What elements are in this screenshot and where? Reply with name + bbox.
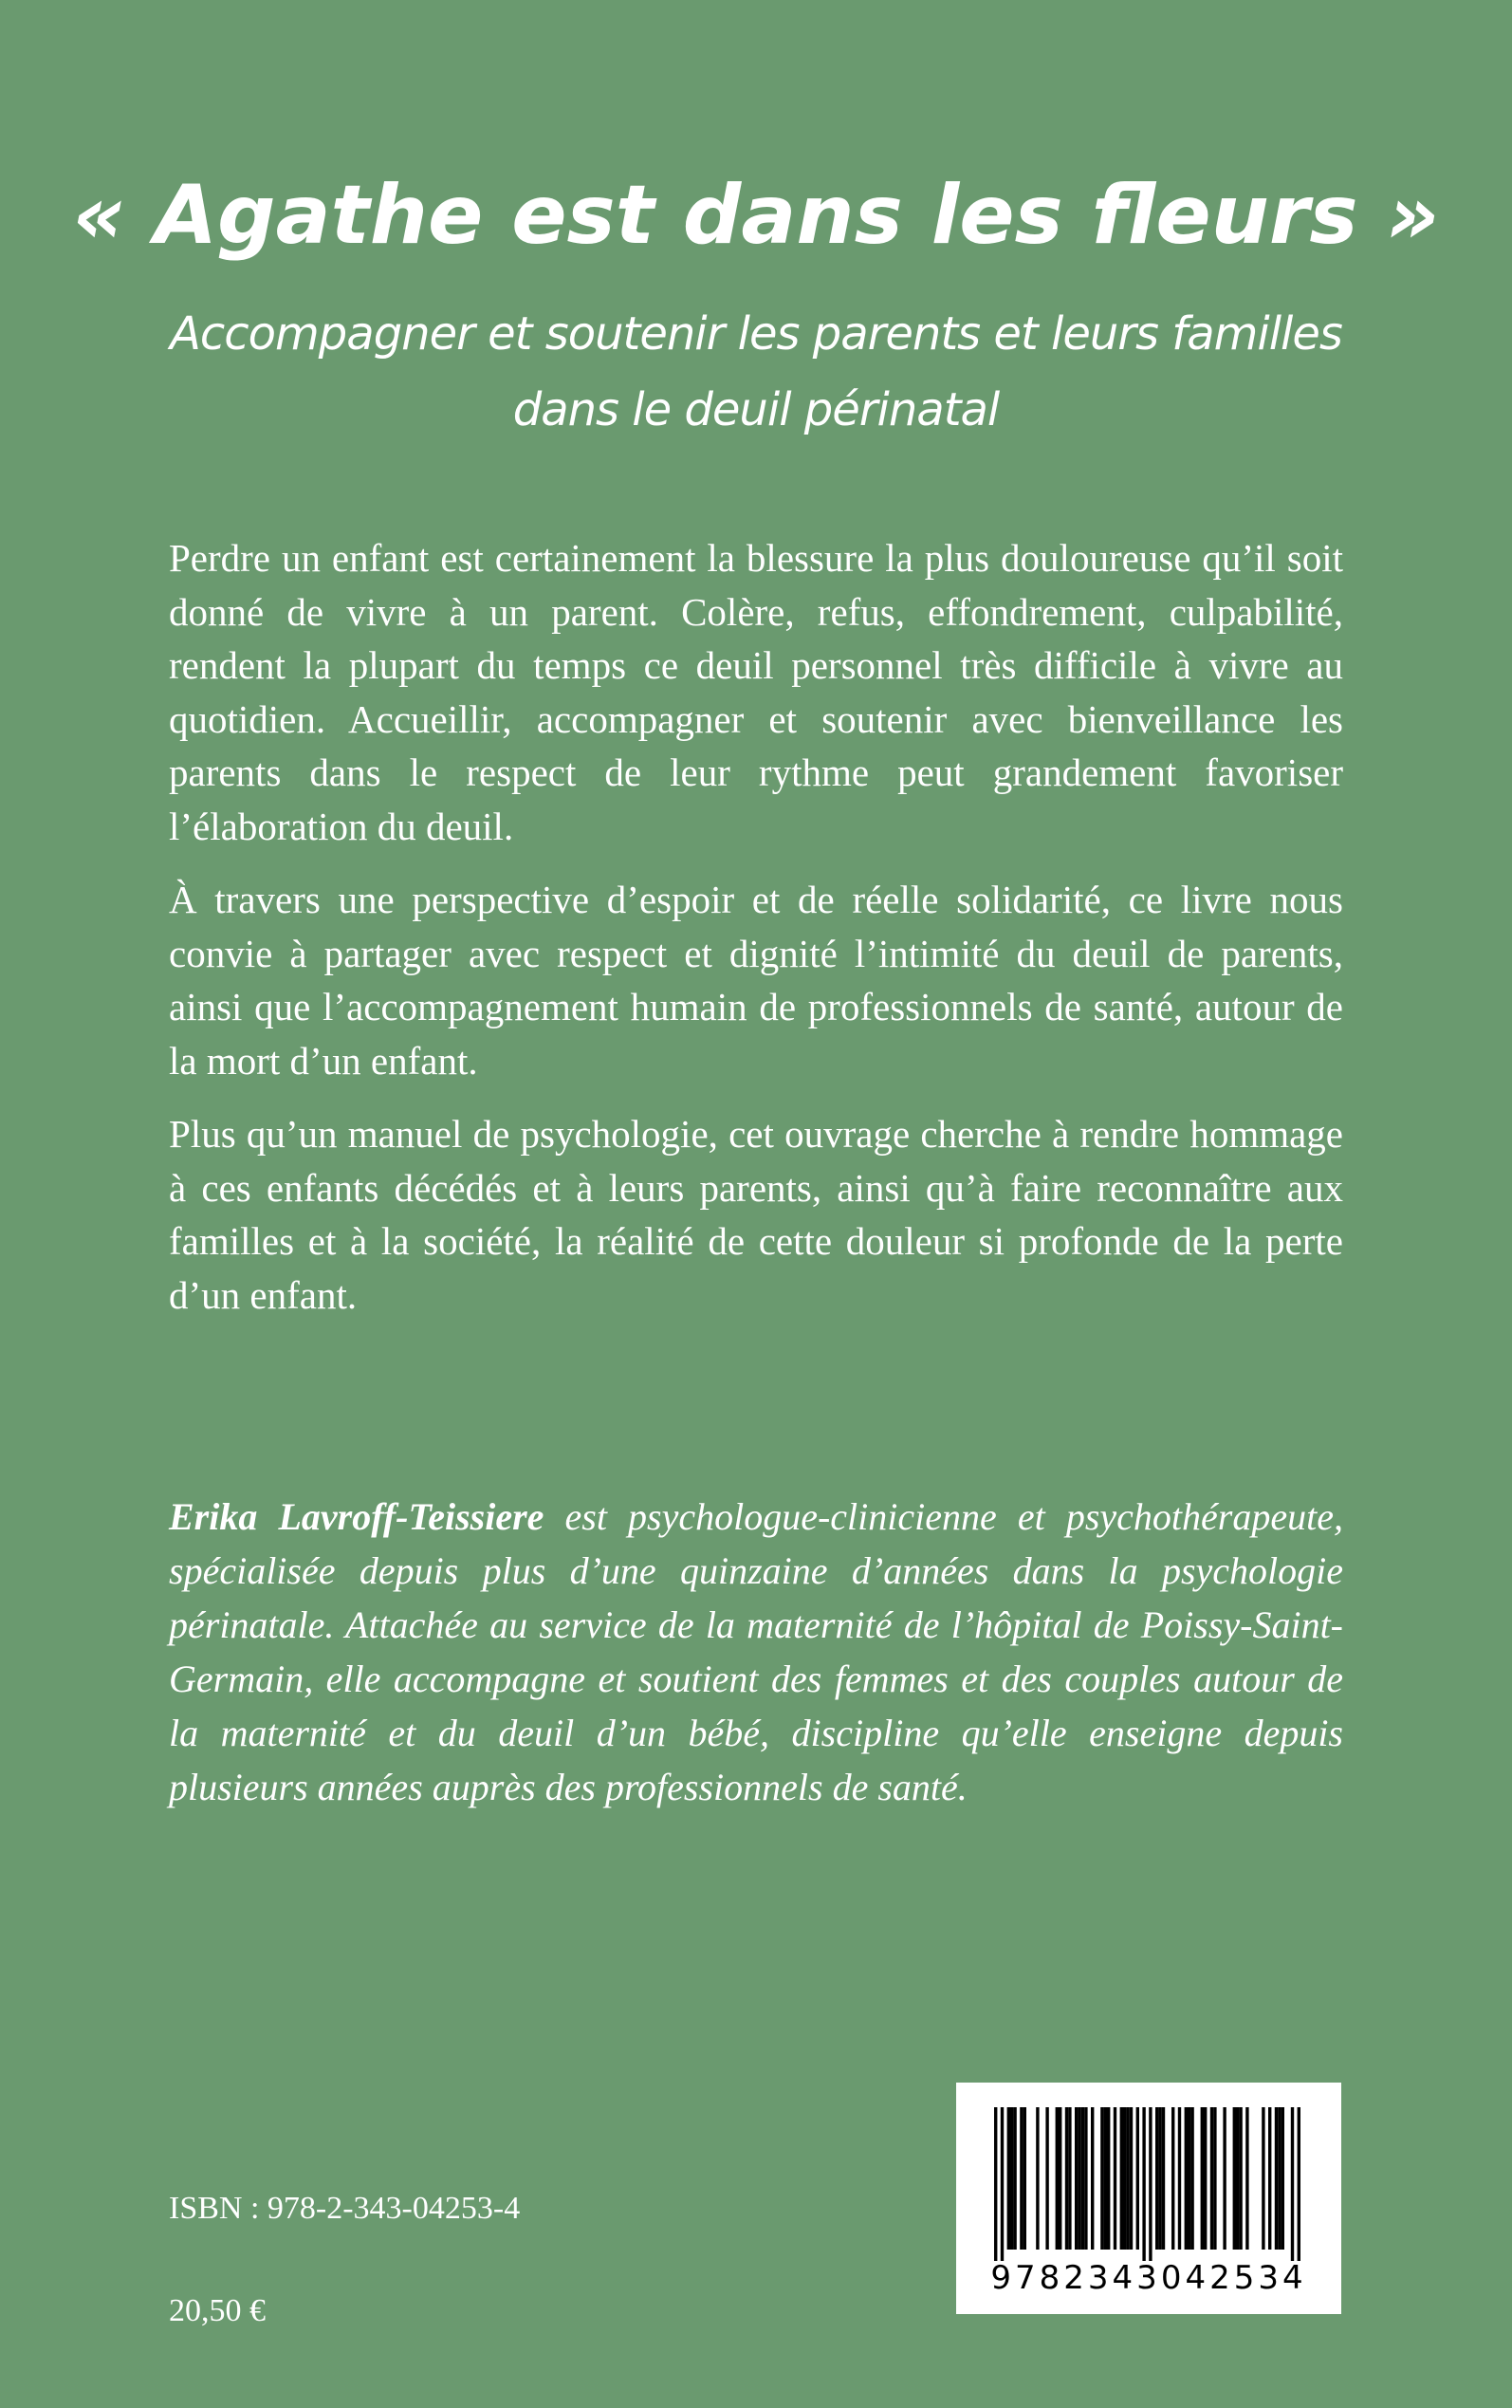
barcode-bar xyxy=(1171,2107,1174,2250)
barcode-bar xyxy=(1126,2107,1129,2250)
barcode-bar xyxy=(1239,2107,1242,2250)
barcode-bar xyxy=(1045,2107,1048,2250)
barcode-bar xyxy=(1275,2107,1278,2250)
summary-text xyxy=(169,531,1343,1342)
barcode-digits: 9782343042534 xyxy=(990,2259,1307,2297)
barcode-bar xyxy=(1078,2107,1080,2250)
barcode-bar xyxy=(1188,2107,1190,2250)
author-bio-text: est psychologue-clinicienne et psychothérapeute, spécialisée depuis plus d’une quinzaine d’années dans la psychologie périnatale. Attachée au service de la maternité de l’hôpital de Poissy-Saint-Germain, elle accompagne et soutient des femmes et des couples autour de la maternité et du deuil d’un bébé, discipline qu’elle enseigne depuis plusieurs années auprès des professionnels de santé. xyxy=(169,1495,1343,1808)
barcode-bar xyxy=(1282,2107,1284,2250)
barcode-bar xyxy=(1007,2107,1010,2250)
author-name: Erika Lavroff-Teissiere xyxy=(169,1495,544,1538)
barcode-bar xyxy=(1104,2107,1107,2250)
barcode-bar xyxy=(1233,2107,1236,2250)
book-subtitle xyxy=(142,296,1370,448)
barcode-bar xyxy=(1245,2107,1248,2250)
summary-paragraph-1: Perdre un enfant est certainement la blessure la plus douloureuse qu’il soit donné de vivre à un parent. Colère, refus, effondrement, culpabilité, rendent la plupart du temps ce deuil personnel très difficile à vivre au quotidien. Accueillir, accompagner et soutenir avec bienveillance les parents dans le respect de leur rythme peut grandement favoriser l’élaboration du deuil. xyxy=(169,536,1343,848)
barcode-bar xyxy=(1091,2107,1094,2250)
summary-paragraph-2: À travers une perspective d’espoir et de réelle solidarité, ce livre nous convie à partager avec respect et dignité l’intimité du deuil de parents, ainsi que l’accompagnement humain de professionnels de santé, autour de la mort d’un enfant. xyxy=(169,878,1343,1083)
barcode-bar xyxy=(1107,2107,1110,2250)
barcode-bar xyxy=(1298,2107,1300,2261)
barcode-bar xyxy=(1065,2107,1068,2250)
barcode-bar xyxy=(1278,2107,1281,2250)
barcode-bar xyxy=(1036,2107,1039,2250)
barcode xyxy=(956,2083,1341,2314)
barcode-bar xyxy=(1268,2107,1271,2250)
barcode-bar xyxy=(1010,2107,1013,2250)
subtitle-line-2: dans le deuil périnatal xyxy=(512,383,1000,436)
barcode-bar xyxy=(1020,2107,1023,2250)
barcode-bar xyxy=(1001,2107,1004,2261)
barcode-bar xyxy=(1162,2107,1165,2250)
isbn-label: ISBN : 978-2-343-04253-4 xyxy=(169,2191,521,2226)
barcode-bar xyxy=(1114,2107,1116,2250)
barcode-bar xyxy=(1130,2107,1133,2250)
barcode-bar xyxy=(994,2107,997,2261)
barcode-bar xyxy=(1210,2107,1213,2250)
barcode-bar xyxy=(1223,2107,1226,2250)
barcode-bars xyxy=(956,2083,1341,2263)
barcode-bar xyxy=(1185,2107,1188,2250)
barcode-bar xyxy=(1213,2107,1216,2250)
subtitle-line-1: Accompagner et soutenir les parents et leurs familles xyxy=(170,307,1342,361)
barcode-bar xyxy=(1023,2107,1026,2250)
barcode-bar xyxy=(1100,2107,1103,2250)
barcode-bar xyxy=(1190,2107,1193,2250)
barcode-bar xyxy=(1081,2107,1084,2250)
barcode-bar xyxy=(1142,2107,1145,2261)
barcode-bar xyxy=(1068,2107,1071,2250)
barcode-bar xyxy=(1056,2107,1059,2250)
summary-paragraph-3: Plus qu’un manuel de psychologie, cet ouvrage cherche à rendre hommage à ces enfants décédés et à leurs parents, ainsi qu’à faire reconnaître aux familles et à la société, la réalité de cette douleur si profonde de la perte d’un enfant. xyxy=(169,1112,1343,1317)
barcode-bar xyxy=(1155,2107,1158,2250)
barcode-bar xyxy=(1178,2107,1181,2250)
barcode-bar xyxy=(1291,2107,1294,2261)
book-title: « Agathe est dans les fleurs » xyxy=(72,168,1440,263)
barcode-bar xyxy=(1013,2107,1016,2250)
barcode-bar xyxy=(1158,2107,1161,2250)
barcode-bar xyxy=(1120,2107,1123,2250)
barcode-bar xyxy=(1059,2107,1061,2250)
barcode-bar xyxy=(1262,2107,1264,2250)
price-label: 20,50 € xyxy=(169,2293,266,2328)
barcode-bar xyxy=(1149,2107,1152,2261)
barcode-bar xyxy=(1204,2107,1207,2250)
barcode-bar xyxy=(1084,2107,1087,2250)
barcode-bar xyxy=(1236,2107,1239,2250)
barcode-bar xyxy=(1075,2107,1078,2250)
author-bio xyxy=(169,1490,1343,1814)
barcode-bar xyxy=(1136,2107,1139,2250)
barcode-bar xyxy=(1123,2107,1126,2250)
barcode-bar xyxy=(1201,2107,1204,2250)
